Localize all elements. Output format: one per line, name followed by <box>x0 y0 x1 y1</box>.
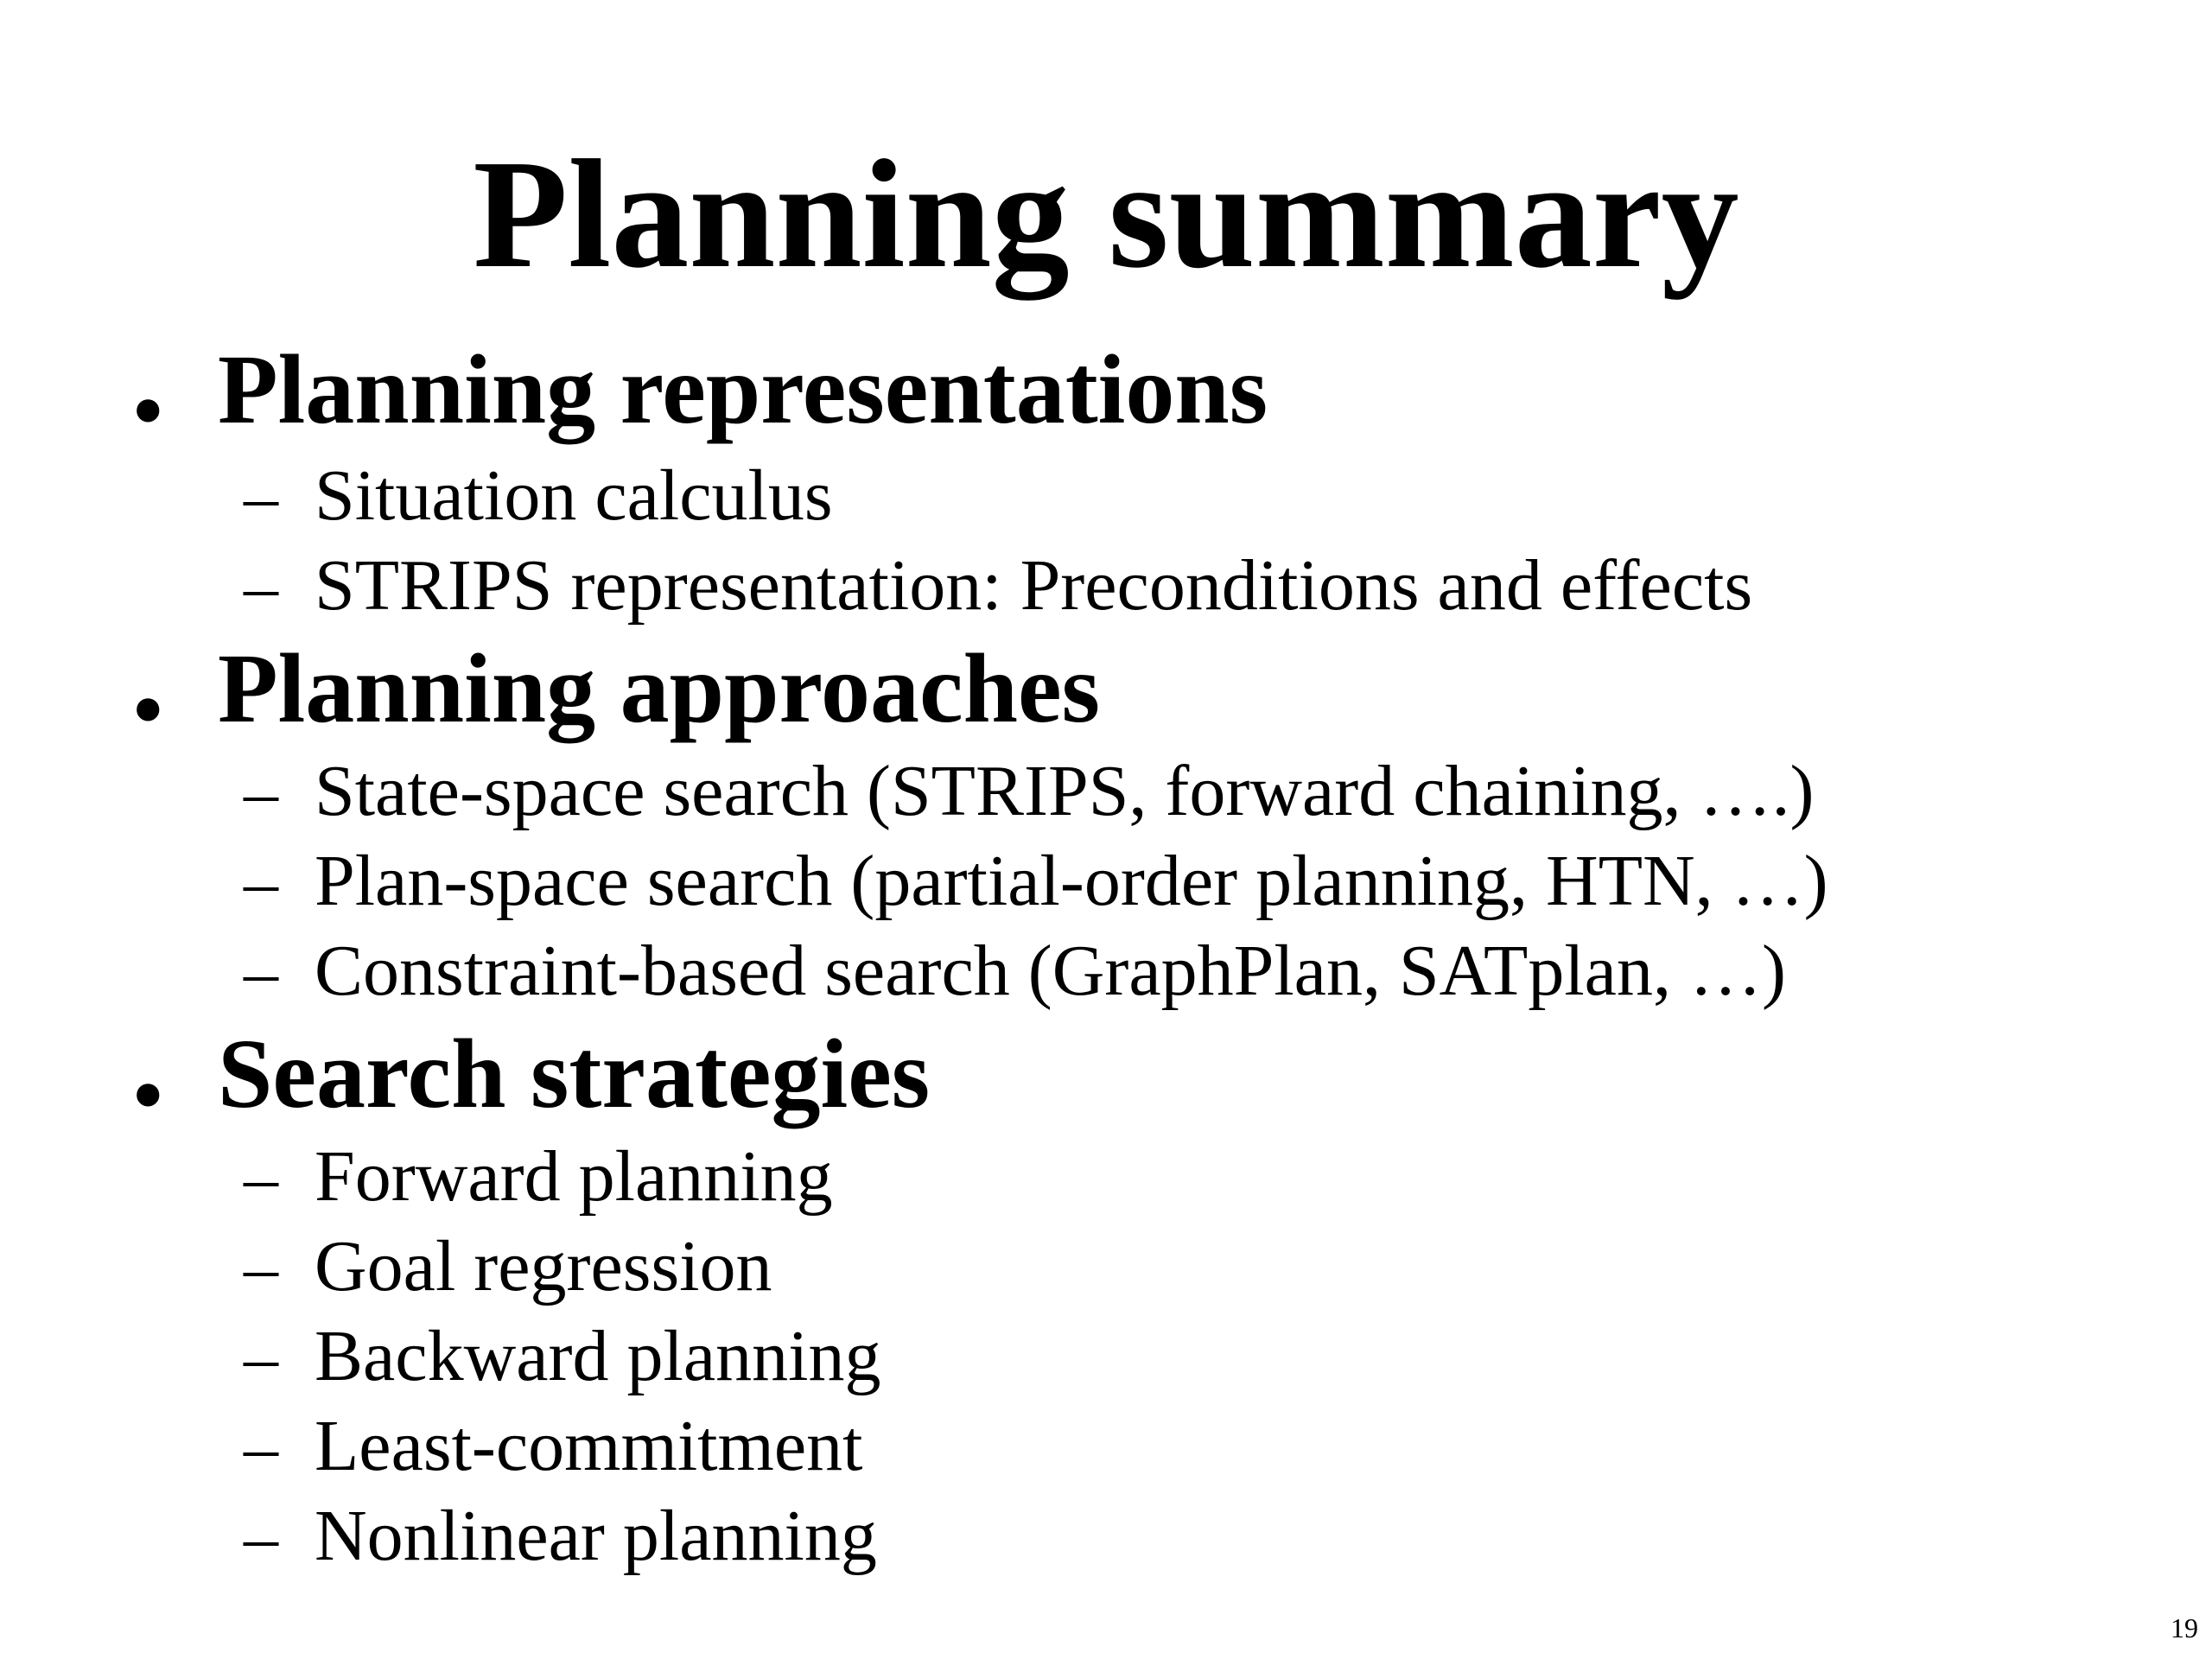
dash-marker: – <box>244 1141 278 1217</box>
bullet-dot: • <box>131 1042 165 1147</box>
dash-marker: – <box>244 755 278 831</box>
sub-item-text: STRIPS representation: Preconditions and effects <box>315 545 1753 626</box>
sub-item-text: State-space search (STRIPS, forward chaining, ….) <box>315 751 1815 831</box>
dash-marker: – <box>244 550 278 626</box>
page-number: 19 <box>2171 1612 2198 1643</box>
slide-title: Planning summary <box>473 128 1739 300</box>
bullet-dot: • <box>131 358 165 463</box>
sub-item-text: Forward planning <box>315 1136 833 1217</box>
bullet-dot: • <box>131 657 165 762</box>
bullet-heading: Planning representations <box>218 334 1268 444</box>
sub-item-text: Situation calculus <box>315 455 833 536</box>
sub-item-text: Plan-space search (partial-order planning, HTN, …) <box>315 841 1828 921</box>
dash-marker: – <box>244 1320 278 1396</box>
sub-item-text: Goal regression <box>315 1226 772 1306</box>
bullet-heading: Search strategies <box>218 1019 931 1128</box>
sub-item-text: Backward planning <box>315 1316 881 1396</box>
dash-marker: – <box>244 935 278 1011</box>
dash-marker: – <box>244 1500 278 1576</box>
dash-marker: – <box>244 460 278 536</box>
bullet-heading: Planning approaches <box>218 633 1100 743</box>
dash-marker: – <box>244 1410 278 1486</box>
dash-marker: – <box>244 1230 278 1306</box>
sub-item-text: Constraint-based search (GraphPlan, SATplan, …) <box>315 931 1786 1011</box>
sub-item-text: Nonlinear planning <box>315 1496 877 1576</box>
sub-item-text: Least-commitment <box>315 1406 863 1486</box>
dash-marker: – <box>244 845 278 921</box>
